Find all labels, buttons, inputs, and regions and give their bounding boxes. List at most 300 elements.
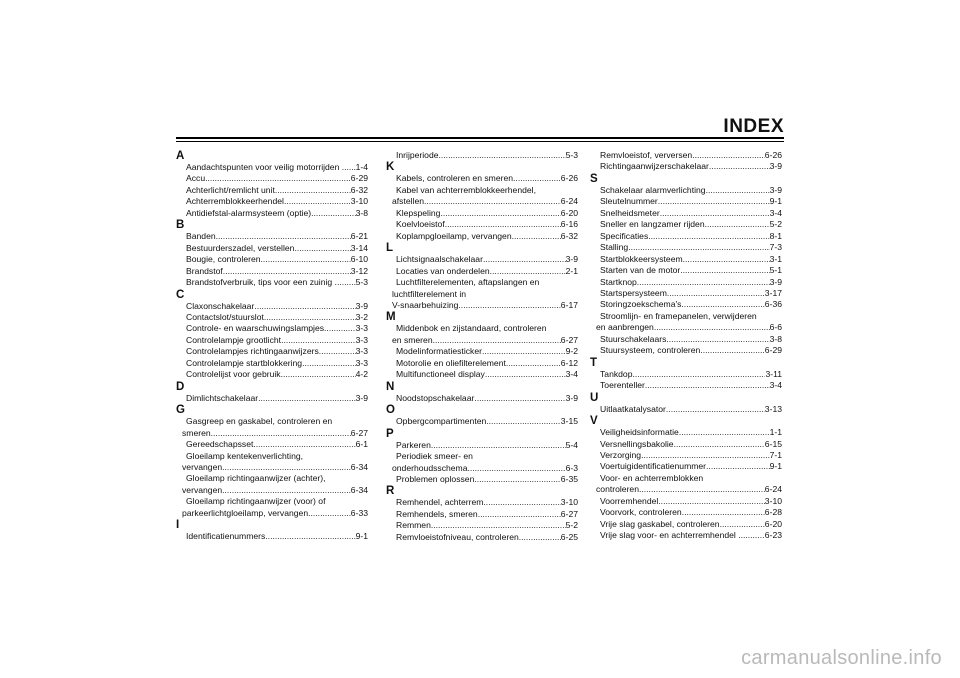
dot-leader — [674, 439, 765, 450]
index-entry-text: Controlelampje startblokkering — [186, 357, 303, 368]
index-letter-heading: R — [386, 485, 395, 498]
dot-leader — [648, 231, 769, 242]
index-entry — [386, 393, 578, 404]
index-entry — [386, 474, 578, 485]
dot-leader — [705, 219, 770, 230]
index-entry-page: 6-27 — [560, 334, 578, 345]
index-entry-page: 6-6 — [769, 322, 782, 333]
dot-leader — [424, 196, 561, 207]
index-entry — [590, 507, 782, 518]
dot-leader — [431, 520, 566, 531]
index-entry-page: 6-32 — [350, 184, 368, 195]
index-entry-text: Antidiefstal-alarmsysteem (optie) — [186, 207, 312, 218]
index-entry-text: Gloeilamp richtingaanwijzer (achter), — [186, 473, 326, 484]
dot-leader — [211, 428, 351, 439]
index-entry-page: 5-2 — [565, 520, 578, 531]
dot-leader — [683, 254, 770, 265]
index-entry — [176, 393, 368, 404]
index-entry-text: luchtfilterelement in — [392, 288, 467, 299]
index-entry — [590, 450, 782, 461]
index-entry — [386, 185, 578, 196]
index-entry-text: V-snaarbehuizing — [392, 299, 459, 310]
index-entry-text: Motorolie en oliefilterelement — [396, 357, 506, 368]
index-entry-text: Versnellingsbakolie — [600, 438, 674, 449]
dot-leader — [281, 335, 356, 346]
index-entry-page: 3-3 — [355, 323, 368, 334]
index-entry-page: 6-21 — [350, 231, 368, 242]
index-entry-text: Starten van de motor — [600, 265, 681, 276]
index-entry — [176, 428, 368, 439]
index-entry — [386, 254, 578, 265]
index-entry-page: 9-2 — [565, 346, 578, 357]
index-column-1 — [176, 150, 368, 543]
index-entry-page: 3-3 — [355, 346, 368, 357]
index-entry-text: Modelinformatiesticker — [396, 346, 482, 357]
index-entry — [386, 266, 578, 277]
index-entry — [176, 346, 368, 357]
index-entry-text: Koplampgloeilamp, vervangen — [396, 230, 512, 241]
dot-leader — [311, 208, 355, 219]
index-entry-page: 6-26 — [560, 173, 578, 184]
index-entry-text: Periodiek smeer- en — [396, 451, 473, 462]
dot-leader — [667, 288, 765, 299]
index-entry — [176, 196, 368, 207]
dot-leader — [485, 369, 566, 380]
index-entry-page: 3-12 — [350, 265, 368, 276]
dot-leader — [254, 301, 355, 312]
index-entry-text: Startspersysteem — [600, 287, 667, 298]
index-entry-page: 6-10 — [350, 254, 368, 265]
index-entry-text: Verzorging — [600, 449, 642, 460]
index-entry-page: 3-9 — [769, 184, 782, 195]
index-entry-page: 3-1 — [769, 253, 782, 264]
index-entry — [590, 519, 782, 530]
index-entry-text: Problemen oplossen — [396, 473, 475, 484]
title-rule-thick — [176, 137, 784, 139]
index-letter-heading: M — [386, 311, 396, 324]
index-letter-heading: S — [590, 172, 598, 185]
index-letter-heading: I — [176, 519, 180, 532]
dot-leader — [658, 196, 770, 207]
dot-leader — [681, 299, 764, 310]
index-letter-heading: U — [590, 391, 599, 404]
index-entry-text: Remmen — [396, 520, 431, 531]
dot-leader — [216, 231, 351, 242]
index-entry-page: 6-35 — [560, 473, 578, 484]
index-entry — [176, 254, 368, 265]
index-entry — [176, 358, 368, 369]
index-entry — [590, 380, 782, 391]
index-entry-text: Sneller en langzamer rijden — [600, 219, 705, 230]
index-entry — [386, 208, 578, 219]
index-entry-page: 6-29 — [764, 345, 782, 356]
index-entry-page: 3-11 — [765, 368, 782, 379]
dot-leader — [755, 530, 765, 541]
index-letter-heading: T — [590, 356, 598, 369]
index-entry — [590, 334, 782, 345]
dot-leader — [706, 461, 770, 472]
dot-leader — [265, 531, 355, 542]
index-letter-heading: G — [176, 404, 185, 417]
dot-leader — [319, 346, 356, 357]
dot-leader — [205, 173, 351, 184]
index-entry-page: 6-20 — [560, 207, 578, 218]
index-entry-page: 6-24 — [560, 196, 578, 207]
dot-leader — [433, 335, 561, 346]
index-entry-page: 3-10 — [764, 495, 782, 506]
index-entry — [590, 369, 782, 380]
index-entry — [386, 150, 578, 161]
index-entry-page: 6-34 — [350, 484, 368, 495]
dot-leader — [258, 393, 355, 404]
dot-leader — [506, 358, 561, 369]
index-entry-text: Tankdop — [600, 368, 633, 379]
index-entry-page: 6-20 — [764, 518, 782, 529]
index-letter-heading: P — [386, 427, 394, 440]
dot-leader — [222, 462, 351, 473]
index-entry-text: Voor- en achterremblokken — [600, 472, 704, 483]
index-entry-page: 3-9 — [565, 254, 578, 265]
dot-leader — [692, 150, 765, 161]
index-entry-text: Brandstof — [186, 265, 223, 276]
dot-leader — [658, 496, 765, 507]
dot-leader — [486, 416, 561, 427]
dot-leader — [512, 231, 561, 242]
dot-leader — [633, 369, 766, 380]
index-entry-text: Parkeren — [396, 439, 431, 450]
index-column-3 — [590, 150, 782, 542]
index-entry-text: Identificatienummers — [186, 531, 266, 542]
index-entry-page: 6-23 — [764, 530, 782, 541]
dot-leader — [253, 439, 355, 450]
index-entry-page: 3-2 — [355, 311, 368, 322]
index-entry-text: vervangen — [182, 484, 223, 495]
index-entry-text: Stalling — [600, 242, 629, 253]
dot-leader — [223, 266, 351, 277]
index-entry — [590, 208, 782, 219]
index-letter-heading: L — [386, 242, 394, 255]
index-letter-heading: N — [386, 380, 395, 393]
index-entry-page: 6-36 — [764, 299, 782, 310]
index-entry-text: afstellen — [392, 196, 425, 207]
index-entry-text: Locaties van onderdelen — [396, 265, 490, 276]
index-entry — [176, 277, 368, 288]
dot-leader — [482, 346, 566, 357]
index-entry — [176, 335, 368, 346]
index-entry-text: Brandstofverbruik, tips voor een zuinig ..... — [186, 277, 347, 288]
index-entry-text: Voorremhendel — [600, 495, 659, 506]
index-entry — [590, 265, 782, 276]
dot-leader — [294, 243, 350, 254]
index-entry-text: Richtingaanwijzerschakelaar — [600, 161, 709, 172]
index-letter-heading: A — [176, 150, 185, 162]
index-entry — [386, 173, 578, 184]
index-entry — [176, 173, 368, 184]
title-rule-thin — [176, 141, 784, 142]
index-entry-text: Sleutelnummer — [600, 196, 658, 207]
index-entry — [590, 473, 782, 484]
index-entry — [386, 219, 578, 230]
index-entry — [386, 497, 578, 508]
index-entry — [590, 231, 782, 242]
index-entry — [386, 231, 578, 242]
index-entry — [386, 323, 578, 334]
index-entry-page: 6-3 — [565, 462, 578, 473]
index-entry-text: Gereedschapsset — [186, 439, 254, 450]
index-entry-text: Storingzoekschema's — [600, 299, 682, 310]
index-entry — [176, 312, 368, 323]
index-entry-page: 3-4 — [769, 207, 782, 218]
dot-leader — [468, 463, 566, 474]
index-entry-page: 9-1 — [769, 461, 782, 472]
index-entry — [386, 335, 578, 346]
index-entry-page: 3-13 — [764, 403, 782, 414]
index-entry-text: Vrije slag gaskabel, controleren — [600, 518, 720, 529]
index-entry-text: en smeren — [392, 334, 433, 345]
index-entry-page: 3-15 — [560, 416, 578, 427]
index-entry-page: 6-28 — [764, 507, 782, 518]
index-entry-page: 6-27 — [350, 427, 368, 438]
index-entry-page: 9-1 — [355, 531, 368, 542]
index-entry-text: Gasgreep en gaskabel, controleren en — [186, 416, 333, 427]
index-entry-text: Schakelaar alarmverlichting — [600, 184, 706, 195]
index-entry-page: 7-3 — [769, 242, 782, 253]
index-entry-text: Noodstopschakelaar — [396, 392, 475, 403]
dot-leader — [645, 380, 770, 391]
index-entry-page: 5-2 — [769, 219, 782, 230]
index-entry-page: 5-3 — [355, 277, 368, 288]
index-entry — [386, 532, 578, 543]
index-entry-page: 3-4 — [769, 380, 782, 391]
index-entry — [176, 416, 368, 427]
index-column-2 — [386, 150, 578, 543]
index-entry-text: Snelheidsmeter — [600, 207, 660, 218]
index-entry-text: Remhendel, achterrem — [396, 497, 484, 508]
index-entry — [176, 439, 368, 450]
index-letter-heading: O — [386, 404, 395, 417]
index-entry-page: 9-1 — [769, 196, 782, 207]
index-entry-text: Remvloeistof, verversen — [600, 150, 693, 160]
index-entry-text: Bougie, controleren — [186, 254, 261, 265]
dot-leader — [666, 404, 765, 415]
index-entry-text: Stroomlijn- en framepanelen, verwijderen — [600, 310, 757, 321]
dot-leader — [666, 334, 769, 345]
index-entry — [590, 242, 782, 253]
index-entry — [176, 485, 368, 496]
index-entry-page: 6-25 — [560, 531, 578, 542]
index-entry-text: Claxonschakelaar — [186, 300, 255, 311]
dot-leader — [700, 345, 764, 356]
page-title: INDEX — [723, 116, 784, 137]
index-entry — [386, 440, 578, 451]
index-entry-text: Middenbok en zijstandaard, controleren — [396, 323, 547, 334]
index-letter-heading: B — [176, 219, 185, 232]
index-entry-text: Koelvloeistof — [396, 219, 445, 230]
index-entry-text: Bestuurderszadel, verstellen — [186, 242, 295, 253]
index-entry-page: 3-4 — [565, 369, 578, 380]
index-entry — [176, 462, 368, 473]
dot-leader — [706, 185, 770, 196]
index-entry — [176, 185, 368, 196]
index-entry-text: smeren — [182, 427, 211, 438]
index-entry-page: 3-10 — [350, 196, 368, 207]
index-entry-page: 3-9 — [355, 300, 368, 311]
index-entry-page: 3-3 — [355, 357, 368, 368]
dot-leader — [284, 196, 351, 207]
index-entry — [176, 162, 368, 173]
index-entry-text: Voertuigidentificatienummer — [600, 461, 707, 472]
dot-leader — [639, 484, 765, 495]
dot-leader — [519, 532, 561, 543]
index-entry-text: onderhoudsschema — [392, 462, 468, 473]
index-entry — [386, 346, 578, 357]
index-entry-text: Controlelampjes richtingaanwijzers — [186, 346, 319, 357]
index-entry — [590, 322, 782, 333]
index-entry-text: Veiligheidsinformatie — [600, 427, 679, 438]
index-entry-text: Gloeilamp richtingaanwijzer (voor) of — [186, 496, 326, 507]
index-entry-text: Stuurschakelaars — [600, 333, 667, 344]
index-letter-heading: C — [176, 288, 185, 301]
index-entry-page: 6-32 — [560, 230, 578, 241]
index-entry-page: 6-17 — [560, 299, 578, 310]
dot-leader — [275, 185, 351, 196]
index-entry-text: Remvloeistofniveau, controleren — [396, 531, 519, 542]
index-entry-page: 1-1 — [769, 427, 782, 438]
index-entry-page: 2-1 — [565, 265, 578, 276]
index-entry — [176, 496, 368, 507]
index-entry-page: 6-29 — [350, 173, 368, 184]
index-entry-text: en aanbrengen — [596, 322, 654, 333]
dot-leader — [347, 277, 356, 288]
index-entry-text: Lichtsignaalschakelaar — [396, 254, 483, 265]
index-entry-page: 5-4 — [565, 439, 578, 450]
index-entry — [590, 185, 782, 196]
index-entry-text: Specificaties — [600, 230, 649, 241]
index-entry-text: Inrijperiode — [396, 150, 439, 160]
dot-leader — [439, 150, 566, 161]
dot-leader — [483, 254, 566, 265]
index-entry-page: 4-2 — [355, 369, 368, 380]
index-entry-text: Startknop — [600, 276, 637, 287]
index-entry-text: Opbergcompartimenten — [396, 416, 487, 427]
index-entry-page: 3-9 — [355, 392, 368, 403]
index-entry-page: 6-24 — [764, 484, 782, 495]
index-entry — [386, 196, 578, 207]
index-entry-text: controleren — [596, 484, 639, 495]
index-entry — [176, 208, 368, 219]
index-entry — [590, 427, 782, 438]
index-entry — [386, 509, 578, 520]
index-entry-page: 1-4 — [355, 162, 368, 172]
index-entry-text: Dimlichtschakelaar — [186, 392, 259, 403]
index-letter-heading: V — [590, 415, 598, 428]
index-letter-heading: K — [386, 161, 395, 174]
index-entry — [386, 451, 578, 462]
dot-leader — [308, 508, 351, 519]
index-entry-text: Gloeilamp kentekenverlichting, — [186, 450, 304, 461]
index-entry — [386, 358, 578, 369]
dot-leader — [654, 322, 770, 333]
dot-leader — [679, 427, 770, 438]
index-entry — [590, 161, 782, 172]
dot-leader — [431, 440, 566, 451]
dot-leader — [302, 358, 356, 369]
index-entry — [386, 277, 578, 288]
dot-leader — [474, 393, 565, 404]
index-entry-text: Startblokkeersysteem — [600, 253, 683, 264]
index-entry — [590, 530, 782, 541]
index-entry — [176, 231, 368, 242]
dot-leader — [628, 242, 769, 253]
dot-leader — [680, 265, 769, 276]
index-entry — [386, 369, 578, 380]
index-entry-text: Achterlicht/remlicht unit — [186, 184, 275, 195]
dot-leader — [281, 369, 356, 380]
dot-leader — [478, 509, 561, 520]
index-entry-text: Multifunctioneel display — [396, 369, 485, 380]
dot-leader — [347, 162, 356, 173]
index-entry — [590, 404, 782, 415]
index-entry-page: 6-1 — [355, 439, 368, 450]
index-entry — [386, 289, 578, 300]
index-entry-page: 3-9 — [565, 392, 578, 403]
dot-leader — [720, 519, 765, 530]
dot-leader — [660, 208, 770, 219]
index-entry-page: 3-14 — [350, 242, 368, 253]
index-entry-page: 5-1 — [769, 265, 782, 276]
dot-leader — [458, 300, 560, 311]
index-entry-page: 6-34 — [350, 461, 368, 472]
index-entry-page: 8-1 — [769, 230, 782, 241]
index-entry-text: Banden — [186, 231, 216, 242]
index-entry-text: Kabel van achterremblokkeerhendel, — [396, 184, 536, 195]
dot-leader — [324, 323, 356, 334]
index-entry — [590, 461, 782, 472]
index-entry-page: 3-9 — [769, 276, 782, 287]
index-entry-text: Remhendels, smeren — [396, 508, 478, 519]
index-entry-page: 3-3 — [355, 334, 368, 345]
dot-leader — [483, 497, 560, 508]
index-entry-text: Controle- en waarschuwingslampjes — [186, 323, 325, 334]
index-entry-text: Stuursysteem, controleren — [600, 345, 701, 356]
dot-leader — [222, 485, 351, 496]
index-entry-text: Contactslot/stuurslot — [186, 311, 264, 322]
index-entry — [590, 219, 782, 230]
dot-leader — [490, 266, 566, 277]
dot-leader — [637, 277, 770, 288]
index-entry — [176, 369, 368, 380]
index-entry — [590, 484, 782, 495]
index-entry — [590, 254, 782, 265]
index-entry — [176, 451, 368, 462]
dot-leader — [513, 173, 561, 184]
index-entry-page: 3-17 — [764, 287, 782, 298]
index-entry — [590, 496, 782, 507]
index-entry-page: 7-1 — [769, 449, 782, 460]
index-entry-text: Vrije slag voor- en achterremhendel ....... — [600, 530, 755, 541]
index-entry — [176, 301, 368, 312]
index-entry-page: 3-9 — [769, 161, 782, 172]
index-entry-page: 6-33 — [350, 507, 368, 518]
index-entry — [176, 266, 368, 277]
index-entry — [590, 345, 782, 356]
index-entry — [386, 463, 578, 474]
index-entry-text: Accu — [186, 173, 206, 184]
dot-leader — [264, 312, 356, 323]
index-entry-page: 6-12 — [560, 357, 578, 368]
index-letter-heading: D — [176, 380, 185, 393]
index-entry-text: Kabels, controleren en smeren — [396, 173, 514, 184]
